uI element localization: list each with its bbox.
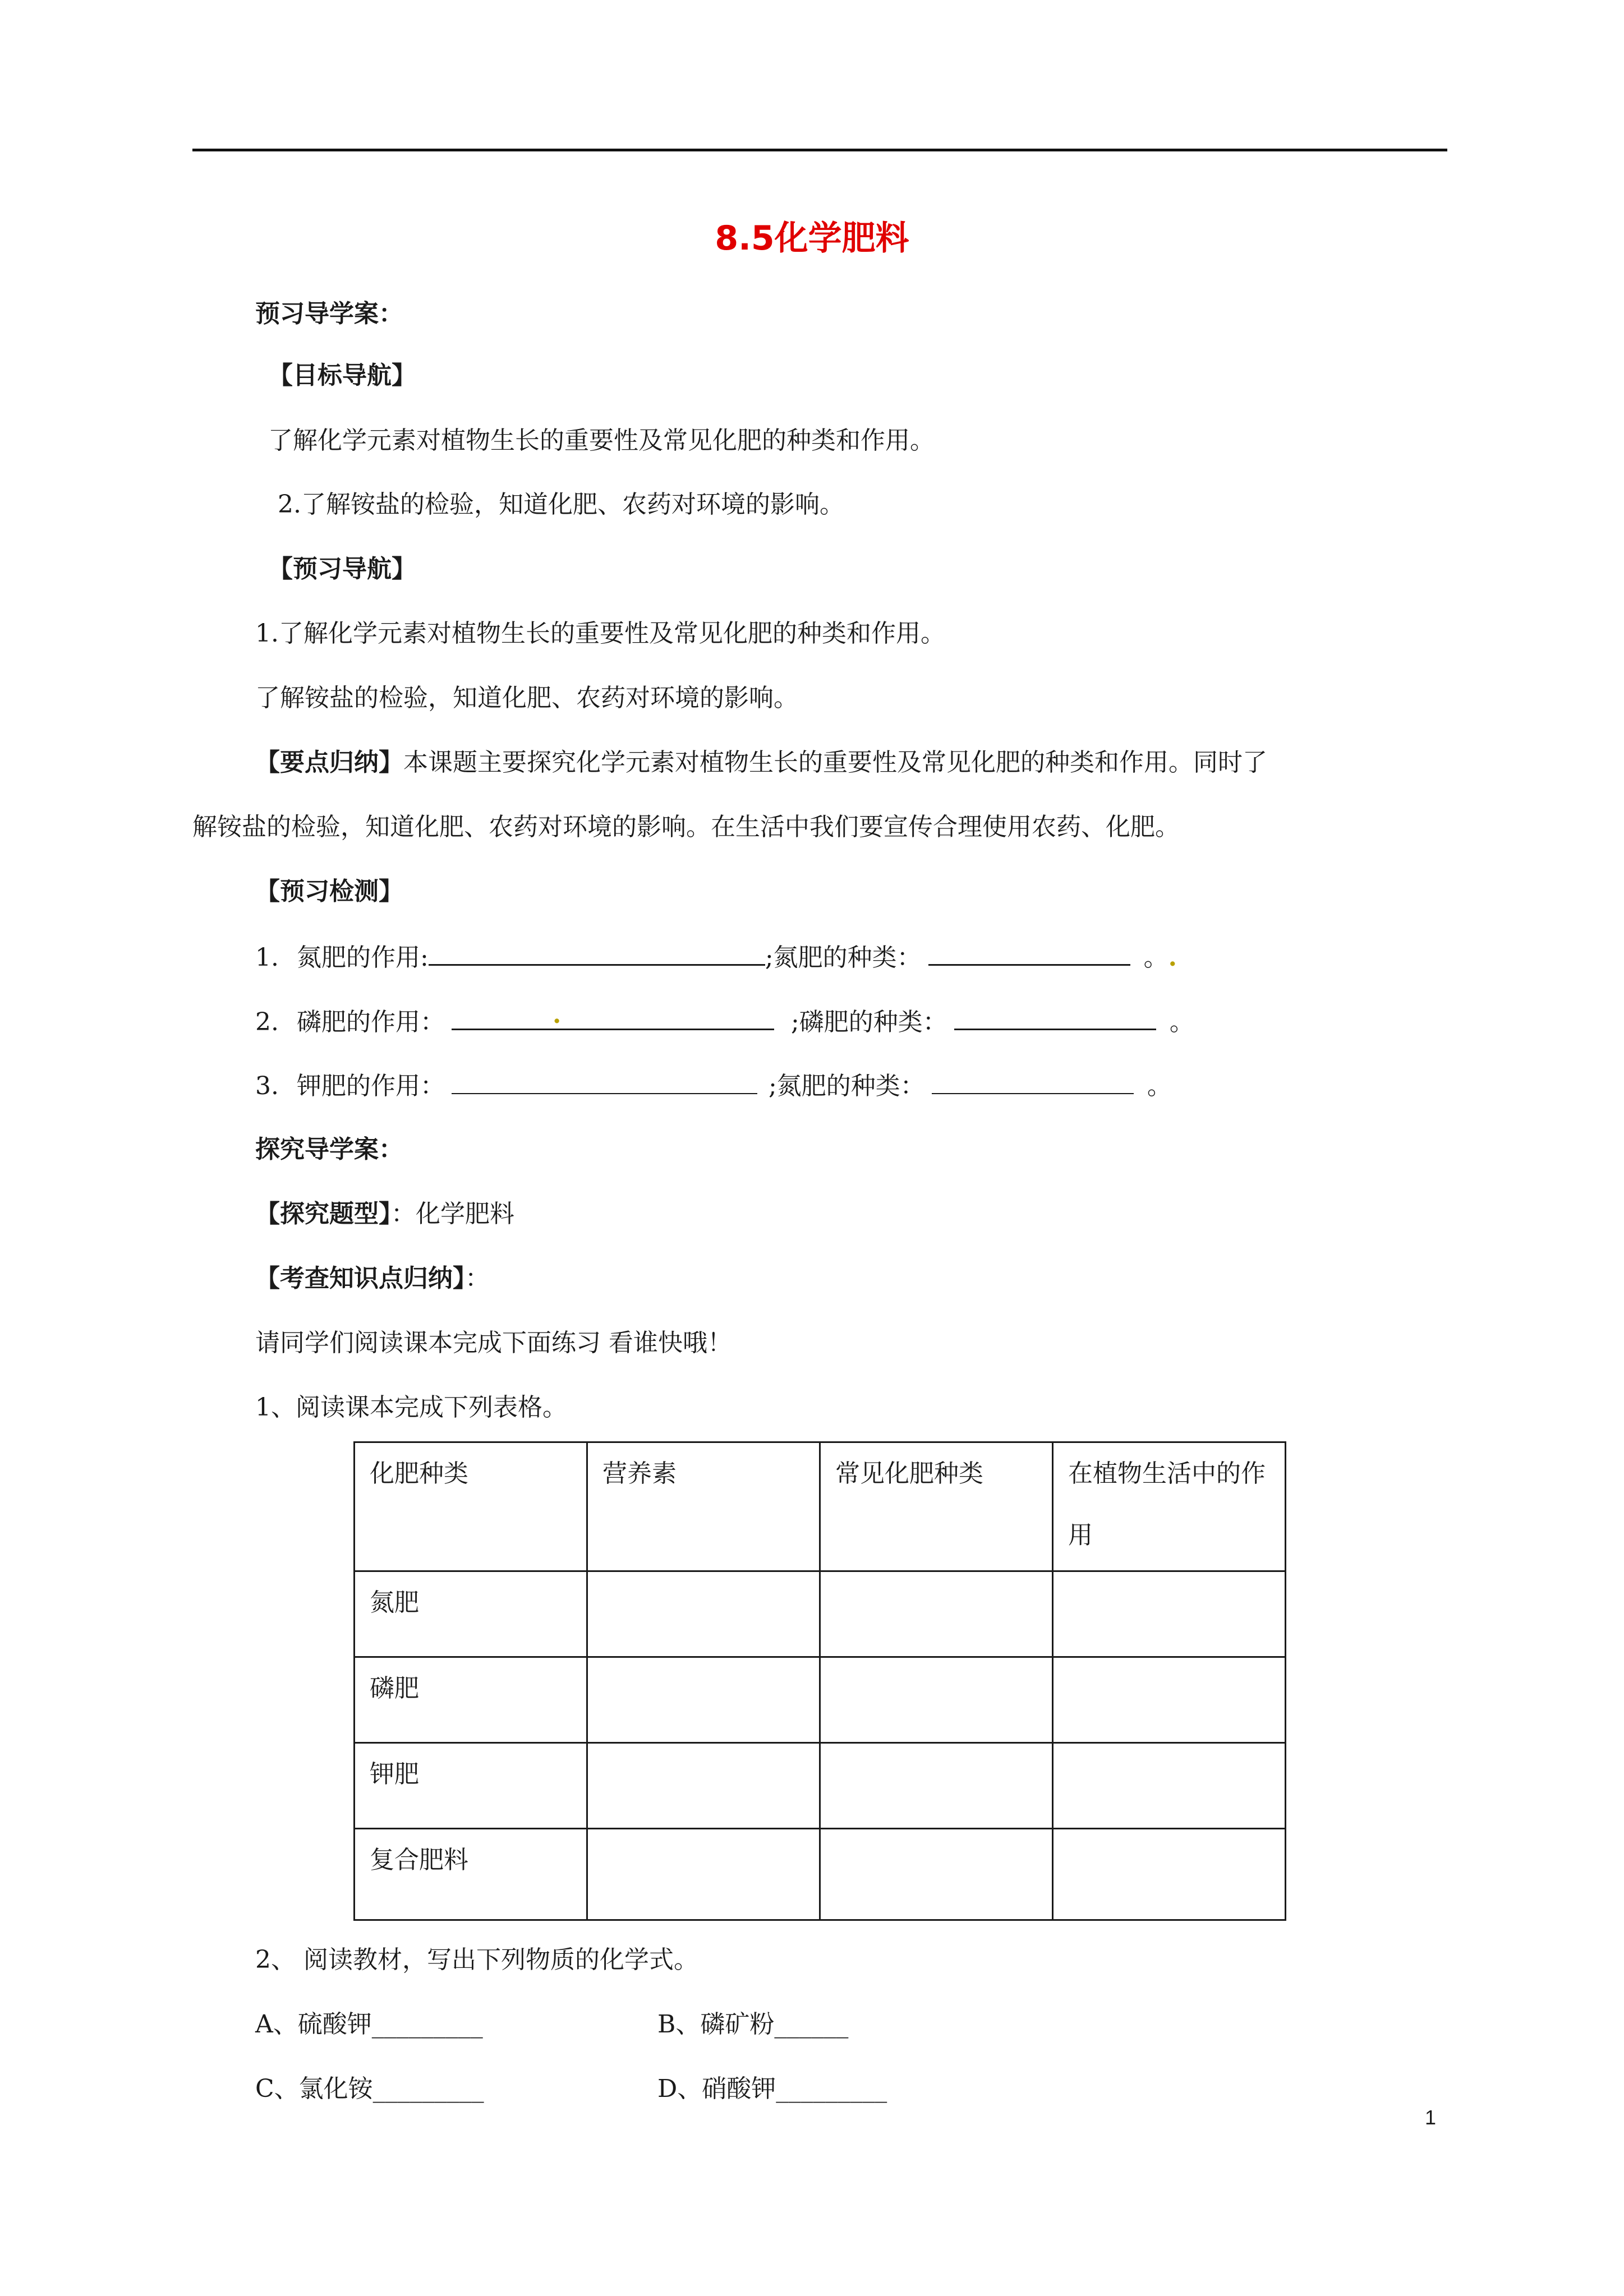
nav-2: 了解铵盐的检验，知道化肥、农药对环境的影响。: [255, 684, 798, 712]
q1-end: 。: [1143, 943, 1168, 972]
table-header-row: [355, 1442, 1286, 1571]
goal-1: 了解化学元素对植物生长的重要性及常见化肥的种类和作用。: [268, 426, 935, 455]
table-row-label: 氮肥: [355, 1571, 587, 1657]
preview-heading: 预习导学案：: [255, 299, 403, 328]
table-row-label: 钾肥: [355, 1743, 587, 1829]
table-row: [355, 1657, 1286, 1743]
table-cell[interactable]: [1053, 1571, 1286, 1657]
option-d: D、硝酸钾_________: [657, 2074, 887, 2103]
table-cell[interactable]: [587, 1829, 820, 1920]
table-header-cell: 营养素: [587, 1442, 820, 1571]
option-b: B、磷矿粉______: [657, 2010, 849, 2039]
question-type-line: [255, 1197, 514, 1231]
nav-heading: 【预习导航】: [268, 555, 416, 583]
table-cell[interactable]: [820, 1571, 1053, 1657]
question-type-label: 【探究题型】: [255, 1200, 391, 1228]
explore-question-2: 2、 阅读教材，写出下列物质的化学式。: [255, 1945, 698, 1974]
knowledge-points-label: 【考查知识点归纳】: [255, 1264, 465, 1293]
q2-number: 2.: [255, 1008, 279, 1036]
q3-number: 3.: [255, 1072, 279, 1100]
q2-end: 。: [1169, 1008, 1194, 1036]
q1-label-b: ;氮肥的种类：: [765, 943, 922, 972]
table-row-label: 复合肥料: [355, 1829, 587, 1920]
table-row: [355, 1829, 1286, 1920]
table-header-cell: 化肥种类: [355, 1442, 587, 1571]
table-cell[interactable]: [820, 1657, 1053, 1743]
q3-label-b: ;氮肥的种类：: [768, 1072, 925, 1100]
table-cell[interactable]: [587, 1657, 820, 1743]
check-question-3: [255, 1068, 1172, 1103]
table-cell[interactable]: [1053, 1657, 1286, 1743]
q2-label-a: 磷肥的作用：: [296, 1008, 445, 1036]
explore-intro: 请同学们阅读课本完成下面练习 看谁快哦！: [255, 1329, 732, 1357]
q3-end: 。: [1147, 1072, 1172, 1100]
q1-blank-a[interactable]: [429, 939, 765, 966]
q3-blank-b[interactable]: [932, 1068, 1134, 1094]
page-title: 8.5化学肥料: [715, 219, 909, 258]
check-question-2: [255, 1001, 1194, 1039]
q1-blank-b[interactable]: [928, 939, 1130, 966]
q3-label-a: 钾肥的作用：: [296, 1072, 445, 1100]
check-heading: 【预习检测】: [255, 877, 403, 906]
header-rule: [192, 149, 1447, 151]
page-number: 1: [1425, 2106, 1437, 2129]
explore-question-1: 1、阅读课本完成下列表格。: [255, 1393, 567, 1422]
q2-blank-b[interactable]: [954, 1004, 1156, 1030]
q2-blank-a[interactable]: [452, 1001, 774, 1030]
goal-heading: 【目标导航】: [268, 361, 416, 390]
table-cell[interactable]: [820, 1829, 1053, 1920]
check-question-1: [255, 939, 1177, 975]
key-points-heading: 【要点归纳】: [255, 748, 403, 777]
table-cell[interactable]: [587, 1571, 820, 1657]
table-row: [355, 1571, 1286, 1657]
key-points-text-2: 解铵盐的检验，知道化肥、农药对环境的影响。在生活中我们要宣传合理使用农药、化肥。: [192, 813, 1180, 841]
table-cell[interactable]: [587, 1743, 820, 1829]
stray-mark: .: [1168, 943, 1177, 972]
knowledge-points-line: [255, 1262, 490, 1295]
stray-mark: .: [552, 1001, 562, 1029]
table-cell[interactable]: [1053, 1829, 1286, 1920]
knowledge-points-text: ：: [465, 1264, 490, 1293]
option-c: C、氯化铵_________: [255, 2074, 484, 2103]
table-row-label: 磷肥: [355, 1657, 587, 1743]
goal-2: 2.了解铵盐的检验，知道化肥、农药对环境的影响。: [278, 490, 844, 519]
table-header-cell: 在植物生活中的作用: [1053, 1442, 1286, 1571]
question-type-text: ：化学肥料: [391, 1200, 514, 1228]
q1-label-a: 氮肥的作用:: [296, 943, 429, 972]
key-points-text-1: 本课题主要探究化学元素对植物生长的重要性及常见化肥的种类和作用。同时了: [403, 748, 1267, 777]
q3-blank-a[interactable]: [452, 1068, 757, 1094]
table-cell[interactable]: [820, 1743, 1053, 1829]
q2-label-b: ;磷肥的种类：: [790, 1008, 947, 1036]
table-row: [355, 1743, 1286, 1829]
q1-number: 1.: [255, 943, 279, 972]
option-a: A、硫酸钾_________: [255, 2010, 483, 2039]
nav-1: 1.了解化学元素对植物生长的重要性及常见化肥的种类和作用。: [255, 619, 945, 648]
key-points-line-1: [255, 746, 1267, 780]
fertilizer-table: [353, 1441, 1286, 1921]
table-header-cell: 常见化肥种类: [820, 1442, 1053, 1571]
table-cell[interactable]: [1053, 1743, 1286, 1829]
explore-heading: 探究导学案：: [255, 1135, 403, 1164]
